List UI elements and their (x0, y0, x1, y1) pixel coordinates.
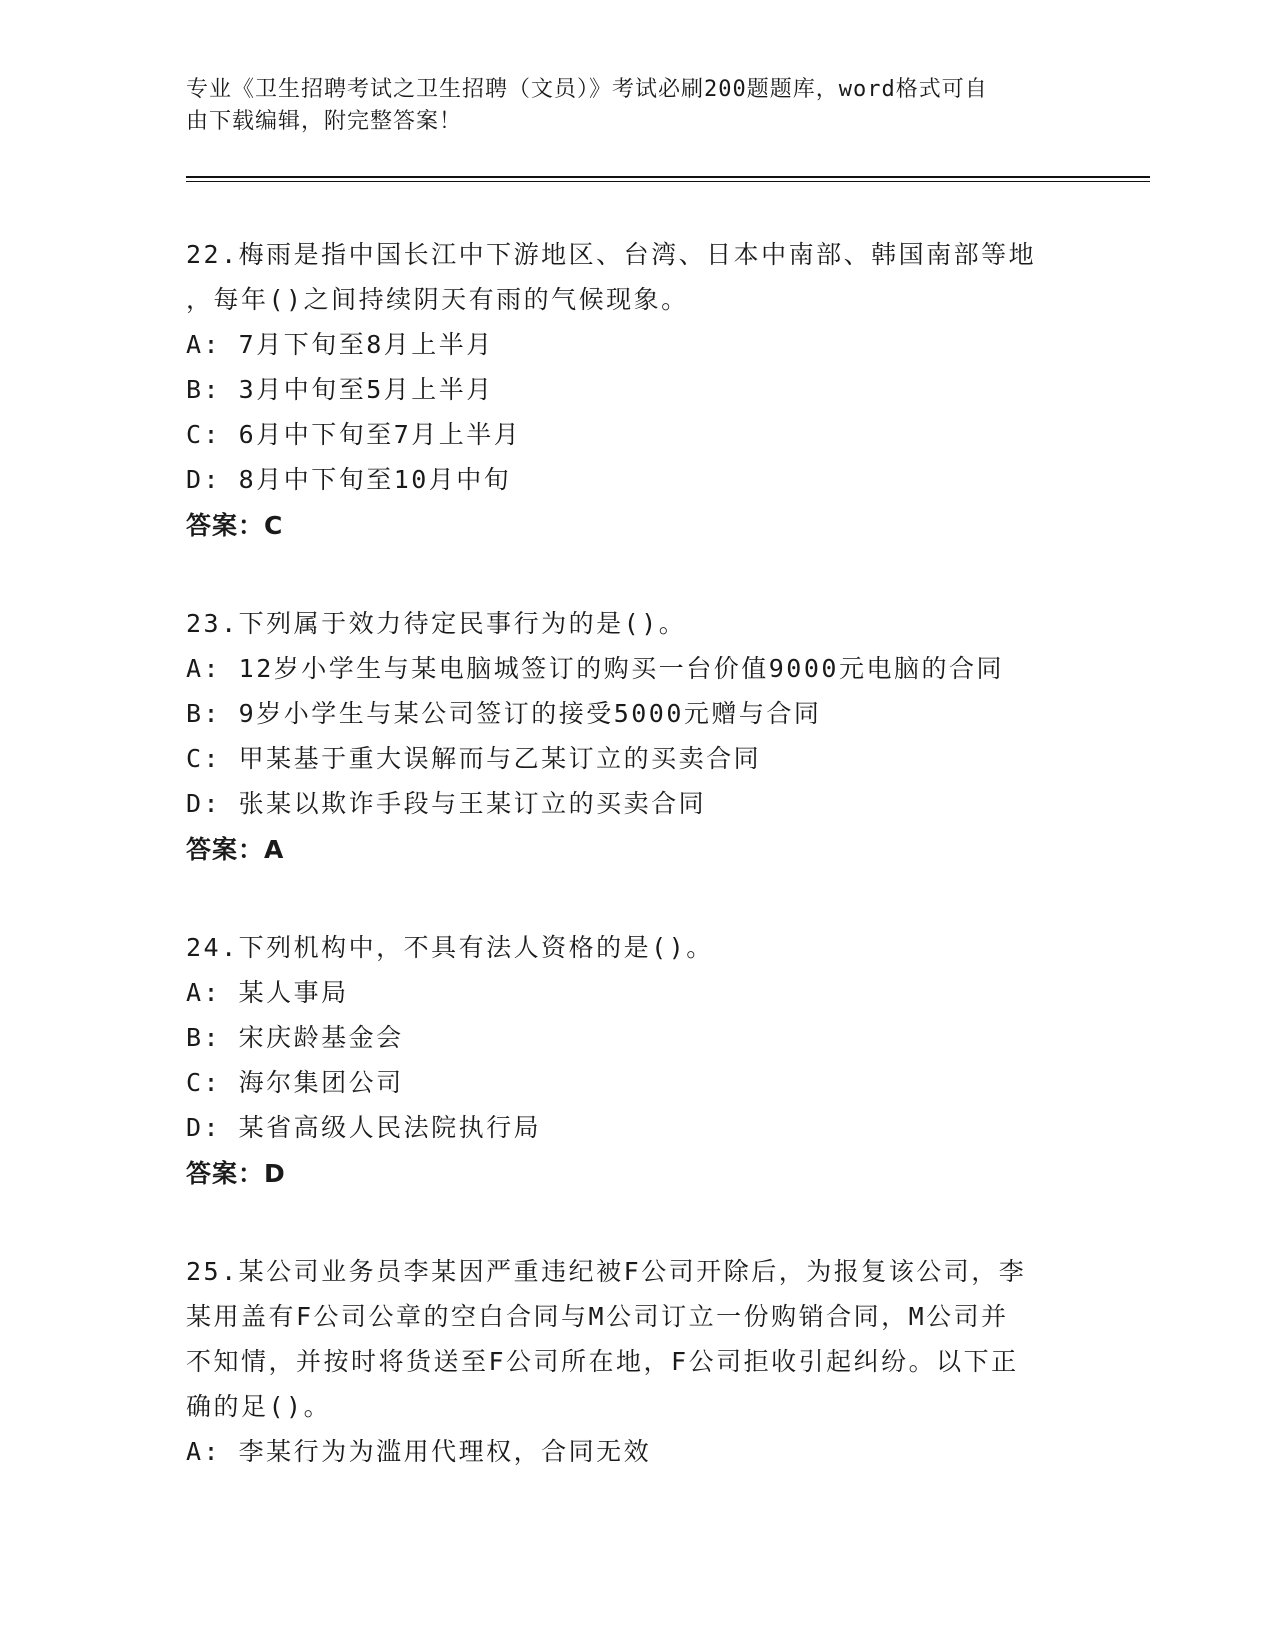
question-25 (186, 1249, 1086, 1474)
option-c: C: 6月中下旬至7月上半月 (186, 420, 522, 449)
option-c: C: 甲某基于重大误解而与乙某订立的买卖合同 (186, 744, 762, 773)
option-b: B: 宋庆龄基金会 (186, 1023, 404, 1052)
question-stem-line: 24.下列机构中，不具有法人资格的是()。 (186, 933, 714, 962)
option-d: D: 8月中下旬至10月中旬 (186, 465, 512, 494)
option-a: A: 12岁小学生与某电脑城签订的购买一台价值9000元电脑的合同 (186, 654, 1004, 683)
question-stem-line: 某用盖有F公司公章的空白合同与M公司订立一份购销合同，M公司并 (186, 1302, 1009, 1331)
header-line-1: 专业《卫生招聘考试之卫生招聘（文员）》考试必刷200题题库，word格式可自 (186, 77, 988, 102)
header-line-2: 由下载编辑，附完整答案！ (186, 109, 463, 134)
answer-label: 答案：A (186, 835, 285, 864)
question-stem-line: 23.下列属于效力待定民事行为的是()。 (186, 609, 687, 638)
question-22 (186, 232, 1086, 549)
header-divider-thick (186, 176, 1150, 178)
question-list (186, 232, 1086, 1526)
option-d: D: 张某以欺诈手段与王某订立的买卖合同 (186, 789, 707, 818)
document-header (186, 74, 1066, 138)
option-b: B: 9岁小学生与某公司签订的接受5000元赠与合同 (186, 699, 822, 728)
question-stem-line: 确的足()。 (186, 1392, 332, 1421)
question-23 (186, 601, 1086, 873)
answer-label: 答案：C (186, 511, 284, 540)
option-a: A: 某人事局 (186, 978, 349, 1007)
option-c: C: 海尔集团公司 (186, 1068, 404, 1097)
question-stem-line: 25.某公司业务员李某因严重违纪被F公司开除后，为报复该公司，李 (186, 1257, 1027, 1286)
question-24 (186, 925, 1086, 1197)
option-b: B: 3月中旬至5月上半月 (186, 375, 494, 404)
header-divider-thin (186, 181, 1150, 182)
option-d: D: 某省高级人民法院执行局 (186, 1113, 542, 1142)
option-a: A: 7月下旬至8月上半月 (186, 330, 494, 359)
question-stem-line: 不知情，并按时将货送至F公司所在地，F公司拒收引起纠纷。以下正 (186, 1347, 1019, 1376)
question-stem-line: 22.梅雨是指中国长江中下游地区、台湾、日本中南部、韩国南部等地 (186, 240, 1037, 269)
option-a: A: 李某行为为滥用代理权，合同无效 (186, 1437, 652, 1466)
answer-label: 答案：D (186, 1159, 286, 1188)
question-stem-line: ，每年()之间持续阴天有雨的气候现象。 (186, 285, 689, 314)
